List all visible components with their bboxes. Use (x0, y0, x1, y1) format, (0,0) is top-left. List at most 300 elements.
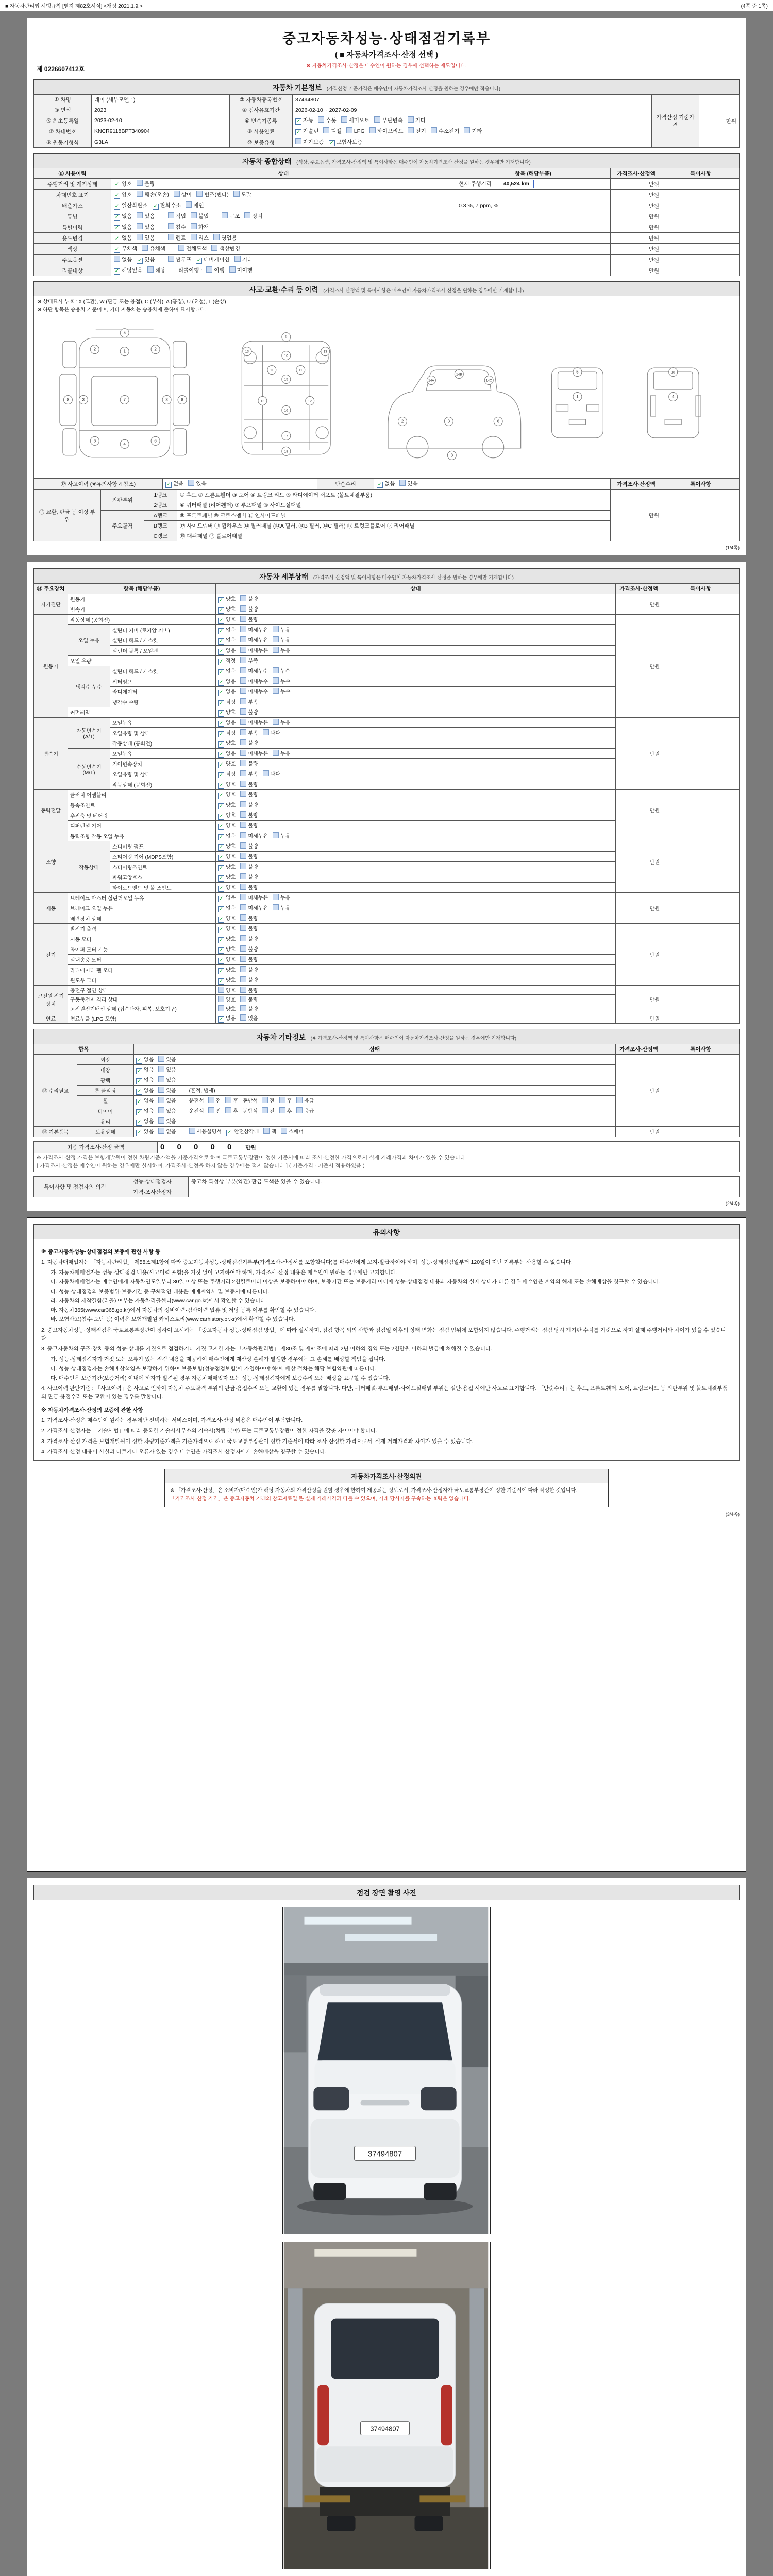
checkbox-icon (240, 945, 246, 952)
checkbox-option[interactable] (240, 749, 268, 757)
checkbox-icon: ✓ (219, 968, 224, 974)
option-label: 불량 (248, 885, 258, 891)
checkbox-option[interactable] (263, 1127, 276, 1135)
col-item: 항목 (해당부품) (68, 584, 216, 594)
checkbox-option[interactable] (196, 256, 230, 264)
checkbox-option[interactable] (211, 245, 240, 252)
checkbox-option[interactable] (222, 212, 240, 220)
state-options (216, 666, 616, 676)
option-label: 있음 (166, 1057, 176, 1063)
option-label: 렌트 (175, 235, 186, 241)
checkbox-option[interactable] (240, 976, 258, 984)
item-label: 워터펌프 (110, 676, 216, 687)
checkbox-option[interactable] (273, 893, 290, 901)
photo-front-svg (283, 1907, 489, 2234)
checkbox-icon (158, 1107, 164, 1113)
checkbox-option[interactable] (240, 986, 258, 994)
svg-text:6: 6 (93, 438, 96, 444)
checkbox-option[interactable] (218, 801, 236, 809)
checkbox-option[interactable] (168, 223, 186, 231)
option-label: 양호 (226, 792, 236, 798)
checkbox-option[interactable] (240, 893, 268, 901)
memo-cell (662, 924, 740, 986)
legend-line1: ※ 상태표시 부호 : X (교환), W (판금 또는 용접), C (부식), A (흠집), U (요철), T (손상) (37, 299, 226, 305)
checkbox-option[interactable] (114, 256, 132, 263)
option-label: 양호 (226, 865, 236, 870)
checkbox-option[interactable] (137, 256, 155, 264)
checkbox-icon: ✓ (137, 1130, 142, 1136)
checkbox-option[interactable] (244, 212, 262, 220)
notice-subitem: 나. 자동차매매업자는 매수인에게 자동차인도일부터 30일 이상 또는 주행거리 2천킬로미터 이상을 보증하여야 하며, 보증기간 또는 보증거리 이내에 성능·상태점검 내용과 자동차의 실제 상태가 다른 경우 매수인은 계약의 해제 또는 손해배상을 청구할 수 있습니다. (51, 1279, 660, 1285)
final-price-unit: 만원 (245, 1145, 256, 1151)
checkbox-option[interactable] (218, 976, 236, 985)
checkbox-option[interactable] (218, 656, 236, 665)
price-cell: 만원 (616, 1013, 662, 1024)
checkbox-option[interactable] (240, 811, 258, 819)
checkbox-option[interactable] (114, 245, 137, 253)
checkbox-option[interactable] (208, 1096, 221, 1104)
detail-row (34, 615, 740, 625)
checkbox-option[interactable] (189, 1127, 222, 1135)
checkbox-option[interactable] (218, 914, 236, 923)
detail-row (34, 790, 740, 800)
checkbox-option[interactable] (240, 656, 258, 664)
checkbox-option[interactable] (218, 667, 236, 675)
checkbox-icon (240, 863, 246, 869)
memo-cell (662, 490, 740, 541)
checkbox-icon (263, 770, 269, 776)
checkbox-option[interactable] (273, 718, 290, 726)
checkbox-option[interactable] (240, 935, 258, 942)
section-note: (가격산정 기준가격은 매수인이 자동차가격조사·산정을 원하는 경우에만 적습니다) (326, 86, 501, 92)
svg-text:14B: 14B (456, 372, 462, 377)
checkbox-option[interactable] (218, 935, 236, 943)
checkbox-option[interactable] (240, 605, 258, 613)
checkbox-option[interactable] (142, 245, 165, 252)
checkbox-icon: ✓ (219, 814, 224, 819)
checkbox-option[interactable] (137, 212, 155, 220)
checkbox-option[interactable] (273, 677, 290, 685)
checkbox-icon (234, 256, 241, 262)
section-detail-state (33, 568, 740, 583)
checkbox-option[interactable] (218, 945, 236, 954)
price-opinion-line2: 「가격조사·산정 가격」은 중고자동차 거래의 참고자료일 뿐 실제 거래가격과 다를 수 있으며, 거래 당사자를 구속하는 효력은 없습니다. (170, 1496, 470, 1502)
checkbox-option[interactable] (240, 790, 258, 798)
inspector-label: 성능·상태점검자 (116, 1176, 189, 1187)
checkbox-option[interactable] (240, 636, 268, 643)
checkbox-option[interactable] (226, 1127, 259, 1136)
checkbox-option[interactable] (136, 1107, 154, 1115)
notice-subitem: 가. 성능·상태점검자가 거짓 또는 오류가 있는 점검 내용을 제공하여 매수인에게 재산상 손해가 발생한 경우에는 그 손해를 배상할 책임을 집니다. (51, 1356, 386, 1363)
option-group (178, 245, 245, 252)
state-options (216, 749, 616, 759)
svg-text:7: 7 (123, 397, 126, 402)
section-note: (가격조사·산정액 및 특이사항은 매수인이 자동차가격조사·산정을 원하는 경우에만 기재합니다) (323, 288, 524, 294)
option-label: 없음 (226, 834, 236, 839)
checkbox-icon: ✓ (219, 917, 224, 922)
svg-text:8: 8 (181, 397, 183, 402)
checkbox-option[interactable] (114, 266, 143, 275)
checkbox-option[interactable] (158, 1096, 176, 1104)
checkbox-option[interactable] (279, 1096, 292, 1104)
checkbox-option[interactable] (153, 201, 181, 210)
checkbox-option[interactable] (295, 138, 324, 146)
checkbox-option[interactable] (114, 212, 132, 221)
checkbox-option[interactable] (399, 480, 417, 487)
checkbox-option[interactable] (240, 646, 268, 654)
checkbox-icon (240, 904, 246, 910)
checkbox-option[interactable] (240, 625, 268, 633)
checkbox-option[interactable] (218, 811, 236, 820)
checkbox-option[interactable] (137, 191, 169, 198)
checkbox-option[interactable] (262, 1096, 275, 1104)
checkbox-icon (240, 719, 246, 725)
checkbox-icon (240, 739, 246, 745)
checkbox-option[interactable] (431, 127, 460, 135)
checkbox-option[interactable] (295, 116, 313, 125)
checkbox-option[interactable] (114, 191, 132, 199)
checkbox-icon: ✓ (329, 140, 334, 146)
option-label: 미세누유 (248, 628, 268, 633)
checkbox-option[interactable] (240, 914, 258, 922)
checkbox-option[interactable] (147, 266, 165, 274)
checkbox-option[interactable] (233, 191, 251, 198)
checkbox-option[interactable] (369, 127, 404, 135)
checkbox-option[interactable] (240, 883, 258, 891)
checkbox-option[interactable] (186, 201, 204, 209)
checkbox-option[interactable] (218, 595, 236, 603)
state-options (216, 810, 616, 821)
checkbox-option[interactable] (341, 116, 370, 124)
checkbox-option[interactable] (137, 223, 155, 231)
checkbox-option[interactable] (273, 832, 290, 839)
checkbox-option[interactable] (196, 191, 229, 198)
option-label: 영업용 (221, 235, 237, 241)
state-options (216, 883, 616, 893)
checkbox-icon (158, 1076, 164, 1082)
checkbox-option[interactable] (218, 883, 236, 892)
checkbox-option[interactable] (240, 801, 258, 808)
checkbox-option[interactable] (218, 965, 236, 974)
checkbox-option[interactable] (240, 924, 258, 932)
checkbox-option[interactable] (218, 986, 236, 994)
checkbox-option[interactable] (279, 1107, 292, 1114)
checkbox-option[interactable] (296, 1107, 314, 1114)
checkbox-option[interactable] (158, 1127, 176, 1135)
checkbox-icon (240, 791, 246, 797)
checkbox-option[interactable] (218, 759, 236, 768)
checkbox-option[interactable] (208, 1107, 221, 1114)
section-basic-info (33, 79, 740, 94)
checkbox-option[interactable] (318, 116, 336, 124)
checkbox-option[interactable] (114, 180, 132, 188)
checkbox-option[interactable] (218, 728, 236, 737)
checkbox-icon (240, 657, 246, 663)
checkbox-option[interactable] (136, 1096, 154, 1105)
checkbox-option[interactable] (218, 852, 236, 861)
device-group-label: 연료 (34, 1013, 68, 1024)
checkbox-option[interactable] (218, 904, 236, 912)
checkbox-option[interactable] (218, 995, 236, 1003)
checkbox-option[interactable] (323, 127, 341, 135)
checkbox-icon (240, 708, 246, 715)
checkbox-option[interactable] (273, 687, 290, 695)
checkbox-icon (273, 677, 279, 684)
checkbox-option[interactable] (206, 266, 224, 274)
item-label: 광택 (77, 1075, 134, 1086)
checkbox-option[interactable] (114, 234, 132, 242)
checkbox-option[interactable] (240, 965, 258, 973)
state-options (134, 1086, 616, 1096)
checkbox-icon (240, 636, 246, 642)
state-options (216, 800, 616, 810)
checkbox-option[interactable] (240, 615, 258, 623)
checkbox-option[interactable] (240, 945, 258, 953)
memo-cell (662, 615, 740, 718)
checkbox-option[interactable] (136, 1086, 154, 1095)
checkbox-option[interactable] (225, 1096, 238, 1104)
checkbox-option[interactable] (191, 223, 209, 231)
checkbox-option[interactable] (218, 1014, 236, 1023)
checkbox-option[interactable] (114, 201, 148, 210)
device-group-label: 변속기 (34, 718, 68, 790)
option-label: 있음 (248, 1016, 258, 1022)
checkbox-option[interactable] (240, 873, 258, 880)
checkbox-option[interactable] (218, 1005, 236, 1012)
checkbox-option[interactable] (218, 873, 236, 882)
option-label: 자가보증 (303, 139, 324, 145)
checkbox-option[interactable] (273, 636, 290, 643)
checkbox-option[interactable] (329, 138, 363, 146)
checkbox-option[interactable] (168, 234, 186, 242)
checkbox-option[interactable] (240, 739, 258, 747)
checkbox-option[interactable] (281, 1127, 304, 1135)
checkbox-option[interactable] (408, 127, 426, 135)
checkbox-option[interactable] (225, 1107, 238, 1114)
memo-cell (662, 594, 740, 615)
checkbox-icon (240, 605, 246, 612)
checkbox-option[interactable] (229, 266, 253, 274)
checkbox-option[interactable] (136, 1117, 154, 1126)
checkbox-option[interactable] (240, 698, 258, 705)
option-group (114, 266, 170, 275)
svg-text:18: 18 (671, 370, 675, 375)
checkbox-option[interactable] (296, 1096, 314, 1104)
option-label: 불량 (248, 617, 258, 623)
page-indicator: (4쪽 중 1쪽) (741, 4, 768, 9)
checkbox-option[interactable] (137, 180, 155, 188)
checkbox-icon (279, 1107, 285, 1113)
checkbox-option[interactable] (240, 862, 258, 870)
state-options (216, 676, 616, 687)
checkbox-option[interactable] (218, 832, 236, 840)
checkbox-option[interactable] (218, 780, 236, 789)
checkbox-option[interactable] (240, 832, 268, 839)
checkbox-icon (178, 245, 184, 251)
car-diagram-wrap (33, 316, 740, 478)
checkbox-option[interactable] (240, 770, 258, 777)
checkbox-option[interactable] (240, 852, 258, 860)
checkbox-icon: ✓ (219, 865, 224, 871)
option-label: 누수 (280, 689, 291, 695)
checkbox-icon: ✓ (219, 690, 224, 696)
checkbox-option[interactable] (240, 995, 258, 1003)
license-plate-text: 37494807 (367, 2149, 402, 2158)
field-options (293, 126, 652, 137)
final-price-table (33, 1141, 740, 1172)
option-label: 디젤 (331, 128, 342, 134)
checkbox-option[interactable] (218, 605, 236, 614)
checkbox-option[interactable] (377, 480, 395, 488)
checkbox-icon (240, 884, 246, 890)
notice-item: 4. 사고이력 판단기준 : 「사고이력」은 사고로 인하여 자동차 주요골격 부위의 판금·용접수리 또는 교환이 있는 경우를 말합니다. 다만, 쿼터패널·루프패널·사이드실패널 부위는 절단·용접 시에만 사고로 표기합니다. 「단순수리」는 후드, 프론트휀더, 도어, 트렁크리드 등 외판부위 및 볼트체결부품의 판금·용접수리 또는 교환이 있는 경우를 말합니다. (41, 1385, 728, 1400)
checkbox-option[interactable] (240, 1014, 258, 1022)
checkbox-option[interactable] (158, 1055, 176, 1063)
checkbox-icon (240, 626, 246, 632)
state-options (216, 893, 616, 903)
checkbox-option[interactable] (374, 116, 403, 124)
checkbox-option[interactable] (136, 1076, 154, 1084)
checkbox-option[interactable] (218, 790, 236, 799)
option-label: 있음 (407, 481, 418, 487)
checkbox-option[interactable] (240, 595, 258, 602)
checkbox-option[interactable] (273, 646, 290, 654)
checkbox-icon: ✓ (219, 927, 224, 933)
checkbox-option[interactable] (165, 480, 183, 488)
checkbox-option[interactable] (188, 480, 206, 487)
checkbox-option[interactable] (191, 212, 209, 220)
checkbox-option[interactable] (218, 708, 236, 717)
checkbox-icon (218, 996, 224, 1002)
checkbox-option[interactable] (158, 1065, 176, 1073)
checkbox-option[interactable] (218, 821, 236, 830)
checkbox-icon (158, 1087, 164, 1093)
svg-text:8: 8 (450, 453, 453, 458)
checkbox-option[interactable] (464, 127, 482, 135)
checkbox-option[interactable] (240, 1005, 258, 1012)
checkbox-option[interactable] (218, 842, 236, 851)
checkbox-option[interactable] (218, 924, 236, 933)
checkbox-option[interactable] (240, 780, 258, 788)
checkbox-option[interactable] (240, 687, 268, 695)
checkbox-option[interactable] (218, 615, 236, 624)
checkbox-option[interactable] (158, 1107, 176, 1114)
checkbox-option[interactable] (240, 842, 258, 850)
checkbox-option[interactable] (240, 667, 268, 674)
option-label: 구조 (229, 213, 240, 219)
checkbox-option[interactable] (114, 223, 132, 231)
checkbox-option[interactable] (234, 256, 253, 263)
option-label: 있음 (166, 1078, 176, 1083)
checkbox-option[interactable] (136, 1055, 154, 1064)
checkbox-option[interactable] (218, 739, 236, 748)
checkbox-option[interactable] (218, 687, 236, 696)
state-options (216, 790, 616, 800)
option-label: 과다 (270, 731, 280, 736)
checkbox-option[interactable] (408, 116, 426, 124)
checkbox-option[interactable] (218, 718, 236, 727)
option-label: 불량 (248, 710, 258, 716)
item-label: 타이어 (77, 1106, 134, 1116)
checkbox-icon (263, 1128, 270, 1134)
checkbox-option[interactable] (218, 893, 236, 902)
checkbox-option[interactable] (136, 1127, 154, 1136)
checkbox-option[interactable] (218, 625, 236, 634)
diagram-label (243, 347, 251, 356)
checkbox-option[interactable] (218, 862, 236, 871)
checkbox-option[interactable] (273, 667, 290, 674)
field-value: 2023-02-10 (92, 115, 230, 126)
checkbox-option[interactable] (273, 904, 290, 911)
option-label: 양호 (226, 761, 236, 767)
checkbox-option[interactable] (158, 1117, 176, 1125)
checkbox-option[interactable] (218, 749, 236, 758)
checkbox-option[interactable] (218, 955, 236, 964)
checkbox-option[interactable] (218, 770, 236, 778)
checkbox-option[interactable] (218, 636, 236, 645)
option-label: 수소전기 (438, 128, 460, 134)
checkbox-option[interactable] (191, 234, 209, 242)
memo-cell (662, 190, 740, 200)
checkbox-option[interactable] (168, 212, 186, 220)
option-label: 누유 (280, 834, 291, 839)
diagram-label (427, 376, 435, 385)
item-label: 냉각수 수량 (110, 697, 216, 707)
state-options (216, 604, 616, 615)
option-label: 보험사보증 (336, 139, 363, 145)
checkbox-option[interactable] (174, 191, 192, 198)
row-label: 배출가스 (34, 200, 111, 211)
checkbox-option[interactable] (240, 759, 258, 767)
checkbox-option[interactable] (158, 1086, 176, 1094)
checkbox-option[interactable] (240, 955, 258, 963)
checkbox-option[interactable] (178, 245, 207, 252)
checkbox-option[interactable] (213, 234, 237, 242)
legend-line2: ※ 하단 항목은 승용차 기준이며, 기타 자동차는 승용차에 준하여 표시합니다. (37, 307, 207, 313)
checkbox-option[interactable] (218, 677, 236, 686)
checkbox-option[interactable] (158, 1076, 176, 1083)
checkbox-option[interactable] (218, 698, 236, 706)
col-note: 특이사항 (662, 168, 740, 179)
checkbox-option[interactable] (295, 127, 318, 135)
checkbox-option[interactable] (263, 728, 280, 736)
checkbox-option[interactable] (136, 1065, 154, 1074)
checkbox-option[interactable] (218, 646, 236, 655)
option-label: 없음 (226, 906, 236, 911)
checkbox-option[interactable] (240, 677, 268, 685)
checkbox-option[interactable] (240, 728, 258, 736)
checkbox-option[interactable] (240, 904, 268, 911)
checkbox-option[interactable] (346, 127, 365, 134)
other-info-table (33, 1044, 740, 1137)
option-label: 양호 (226, 803, 236, 808)
checkbox-option[interactable] (273, 625, 290, 633)
checkbox-option[interactable] (137, 234, 155, 242)
checkbox-icon: ✓ (137, 1089, 142, 1094)
item-label: 고전원전기배선 상태 (접속단자, 피복, 보호기구) (68, 1004, 216, 1013)
checkbox-option[interactable] (168, 256, 191, 263)
checkbox-option[interactable] (262, 1107, 275, 1114)
extra-value: 0.3 %, 7 ppm, % (459, 202, 499, 209)
svg-text:3: 3 (165, 397, 168, 402)
checkbox-option[interactable] (240, 821, 258, 829)
item-label: 룸 클리닝 (77, 1086, 134, 1096)
checkbox-option[interactable] (240, 708, 258, 716)
checkbox-option[interactable] (240, 718, 268, 726)
checkbox-option[interactable] (273, 749, 290, 757)
checkbox-icon: ✓ (137, 1109, 142, 1115)
checkbox-option[interactable] (263, 770, 280, 777)
